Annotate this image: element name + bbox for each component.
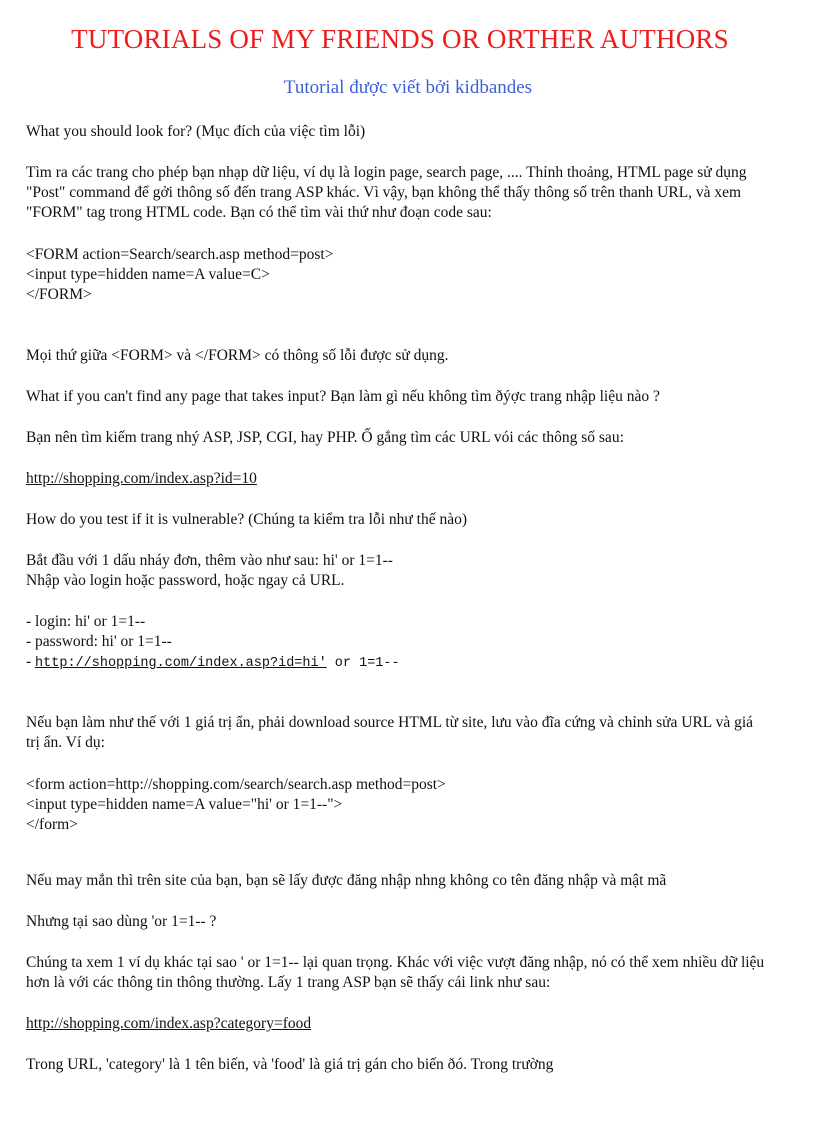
code-line: <form action=http://shopping.com/search/search.asp method=post>: [26, 776, 446, 793]
example-url-link[interactable]: http://shopping.com/index.asp?id=10: [26, 470, 257, 487]
paragraph-line: "FORM" tag trong HTML code. Bạn có thể tìm vài thứ như đoạn code sau:: [26, 204, 492, 221]
list-item: [26, 652, 400, 674]
code-line: <FORM action=Search/search.asp method=post>: [26, 246, 334, 263]
paragraph-line: Mọi thứ giữa <FORM> và </FORM> có thông số lỗi được sử dụng.: [26, 347, 449, 364]
paragraph-line: "Post" command để gởi thông số đến trang ASP khác. Vì vậy, bạn không thể thấy thông số trên thanh URL, và xem: [26, 184, 742, 201]
paragraph-line: Tìm ra các trang cho phép bạn nhạp dữ liệu, ví dụ là login page, search page, .... Thỉnh thoảng, HTML page sử dụng: [26, 164, 747, 181]
paragraph-line: Nhập vào login hoặc password, hoặc ngay cả URL.: [26, 572, 345, 589]
document-subtitle: Tutorial được viết bởi kidbandes: [283, 77, 533, 98]
paragraph-line: Chúng ta xem 1 ví dụ khác tại sao ' or 1=1-- lại quan trọng. Khác với việc vượt đăng nhập, nó có thể xem nhiều dữ liệu: [26, 954, 765, 971]
list-bullet: -: [26, 653, 36, 670]
code-line: <input type=hidden name=A value="hi' or 1=1--">: [26, 796, 343, 813]
paragraph-line: Trong URL, 'category' là 1 tên biến, và 'food' là giá trị gán cho biến ðó. Trong trường: [26, 1056, 554, 1073]
injection-url-link[interactable]: http://shopping.com/index.asp?id=hi': [35, 656, 327, 671]
paragraph-line: hơn là với các thông tin thông thường. Lấy 1 trang ASP bạn sẽ thấy cái link như sau:: [26, 974, 551, 991]
category-url-link[interactable]: http://shopping.com/index.asp?category=food: [26, 1015, 312, 1032]
list-item: - password: hi' or 1=1--: [26, 633, 172, 650]
list-item: - login: hi' or 1=1--: [26, 613, 146, 630]
paragraph-line: Bắt đầu với 1 dấu nháy đơn, thêm vào như sau: hi' or 1=1--: [26, 552, 393, 569]
section-heading-no-input: What if you can't find any page that takes input? Bạn làm gì nếu không tìm ðýợc trang nhập liệu nào ?: [26, 388, 660, 405]
injection-suffix: or 1=1--: [326, 656, 400, 671]
paragraph-line: Bạn nên tìm kiếm trang nhý ASP, JSP, CGI, hay PHP. Ố gắng tìm các URL vói các thông số sau:: [26, 429, 624, 446]
document-title: TUTORIALS OF MY FRIENDS OR ORTHER AUTHORS: [71, 24, 729, 54]
paragraph-line: Nếu may mắn thì trên site của bạn, bạn sẽ lấy được đăng nhập nhng không co tên đăng nhập và mật mã: [26, 872, 667, 889]
code-line: </FORM>: [26, 286, 92, 303]
paragraph-line: trị ẩn. Ví dụ:: [26, 734, 105, 751]
section-heading-why: Nhưng tại sao dùng 'or 1=1-- ?: [26, 913, 217, 930]
code-line: <input type=hidden name=A value=C>: [26, 266, 270, 283]
section-heading-look-for: What you should look for? (Mục đích của việc tìm lỗi): [26, 123, 366, 140]
section-heading-test: How do you test if it is vulnerable? (Chúng ta kiểm tra lỗi như thế nào): [26, 511, 468, 528]
paragraph-line: Nếu bạn làm như thế với 1 giá trị ẩn, phải download source HTML từ site, lưu vào đĩa cứng và chỉnh sửa URL và giá: [26, 714, 754, 731]
code-line: </form>: [26, 816, 78, 833]
